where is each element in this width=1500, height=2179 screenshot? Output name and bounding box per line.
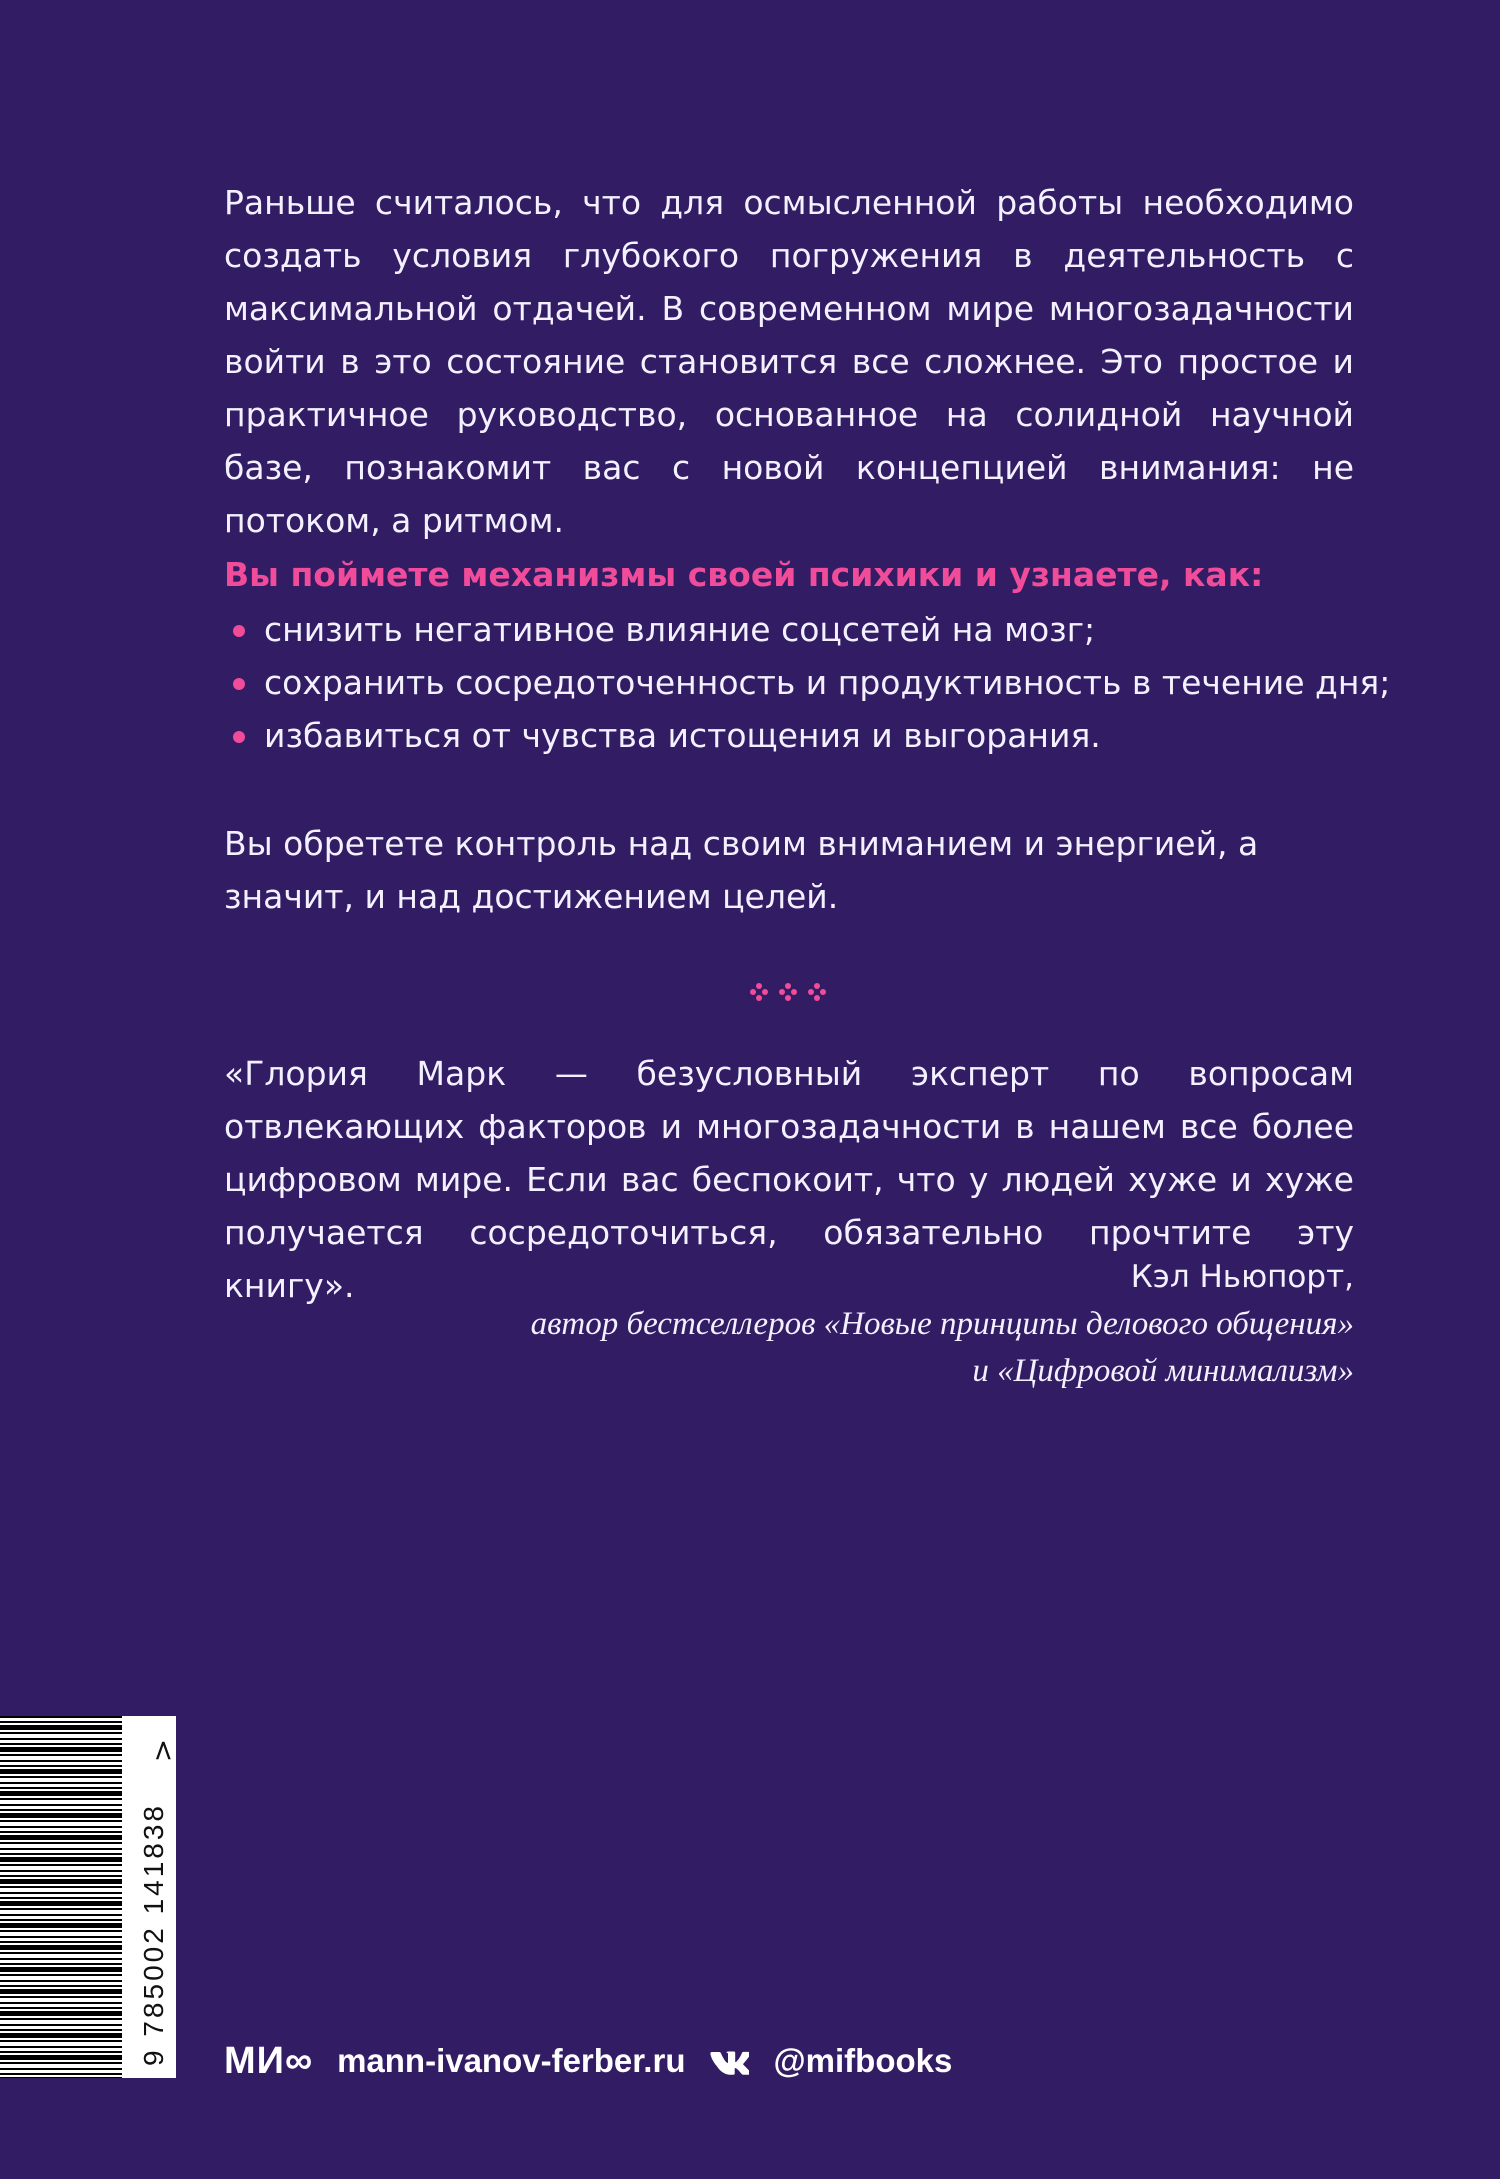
social-handle: @mifbooks — [773, 2042, 953, 2079]
barcode-number: 9 785002 141838 — [138, 1803, 169, 2066]
barcode-arrow: > — [146, 1738, 180, 1763]
publisher-footer — [224, 2036, 952, 2086]
flower-icon — [778, 982, 798, 1002]
publisher-website: mann-ivanov-ferber.ru — [337, 2042, 686, 2079]
flower-icon — [749, 982, 769, 1002]
intro-paragraph: Раньше считалось, что для осмысленной работы необходимо создать условия глубокого погружения в деятельность с максимальной отдачей. В современном мире многозадачности войти в это состояние становится все сложнее. Это простое и практичное руководство, основанное на солидной научной базе, познакомит вас с новой концепцией внимания: не потоком, а ритмом. — [224, 183, 1354, 540]
list-item: избавиться от чувства истощения и выгорания. — [224, 709, 1354, 762]
ornament-divider — [749, 981, 827, 1003]
vk-icon — [709, 2047, 749, 2075]
quote-paragraph: «Глория Марк — безусловный эксперт по вопросам отвлекающих факторов и многозадачности в нашем все более цифровом мире. Если вас беспокоит, что у людей хуже и хуже получается сосредоточиться, обязательно прочтите эту книгу». — [224, 1054, 1354, 1305]
publisher-logo: МИ∞ — [224, 2039, 314, 2082]
quote-author: Кэл Ньюпорт, — [1130, 1259, 1354, 1295]
flower-icon — [807, 982, 827, 1002]
isbn-barcode — [0, 1716, 180, 2078]
learn-list — [224, 603, 1391, 762]
list-item: сохранить сосредоточенность и продуктивность в течение дня; — [224, 656, 1354, 709]
list-item: снизить негативное влияние соцсетей на мозг; — [224, 603, 1354, 656]
quote-attribution — [224, 1254, 1354, 1395]
quote-author-description-line-2: и «Цифровой минимализм» — [972, 1353, 1354, 1389]
learn-heading: Вы поймете механизмы своей психики и узнаете, как: — [224, 555, 1264, 594]
result-paragraph: Вы обретете контроль над своим вниманием и энергией, а значит, и над достижением целей. — [224, 824, 1259, 916]
quote-author-description-line-1: автор бестселлеров «Новые принципы делового общения» — [530, 1306, 1354, 1342]
barcode-bars — [0, 1716, 122, 2078]
